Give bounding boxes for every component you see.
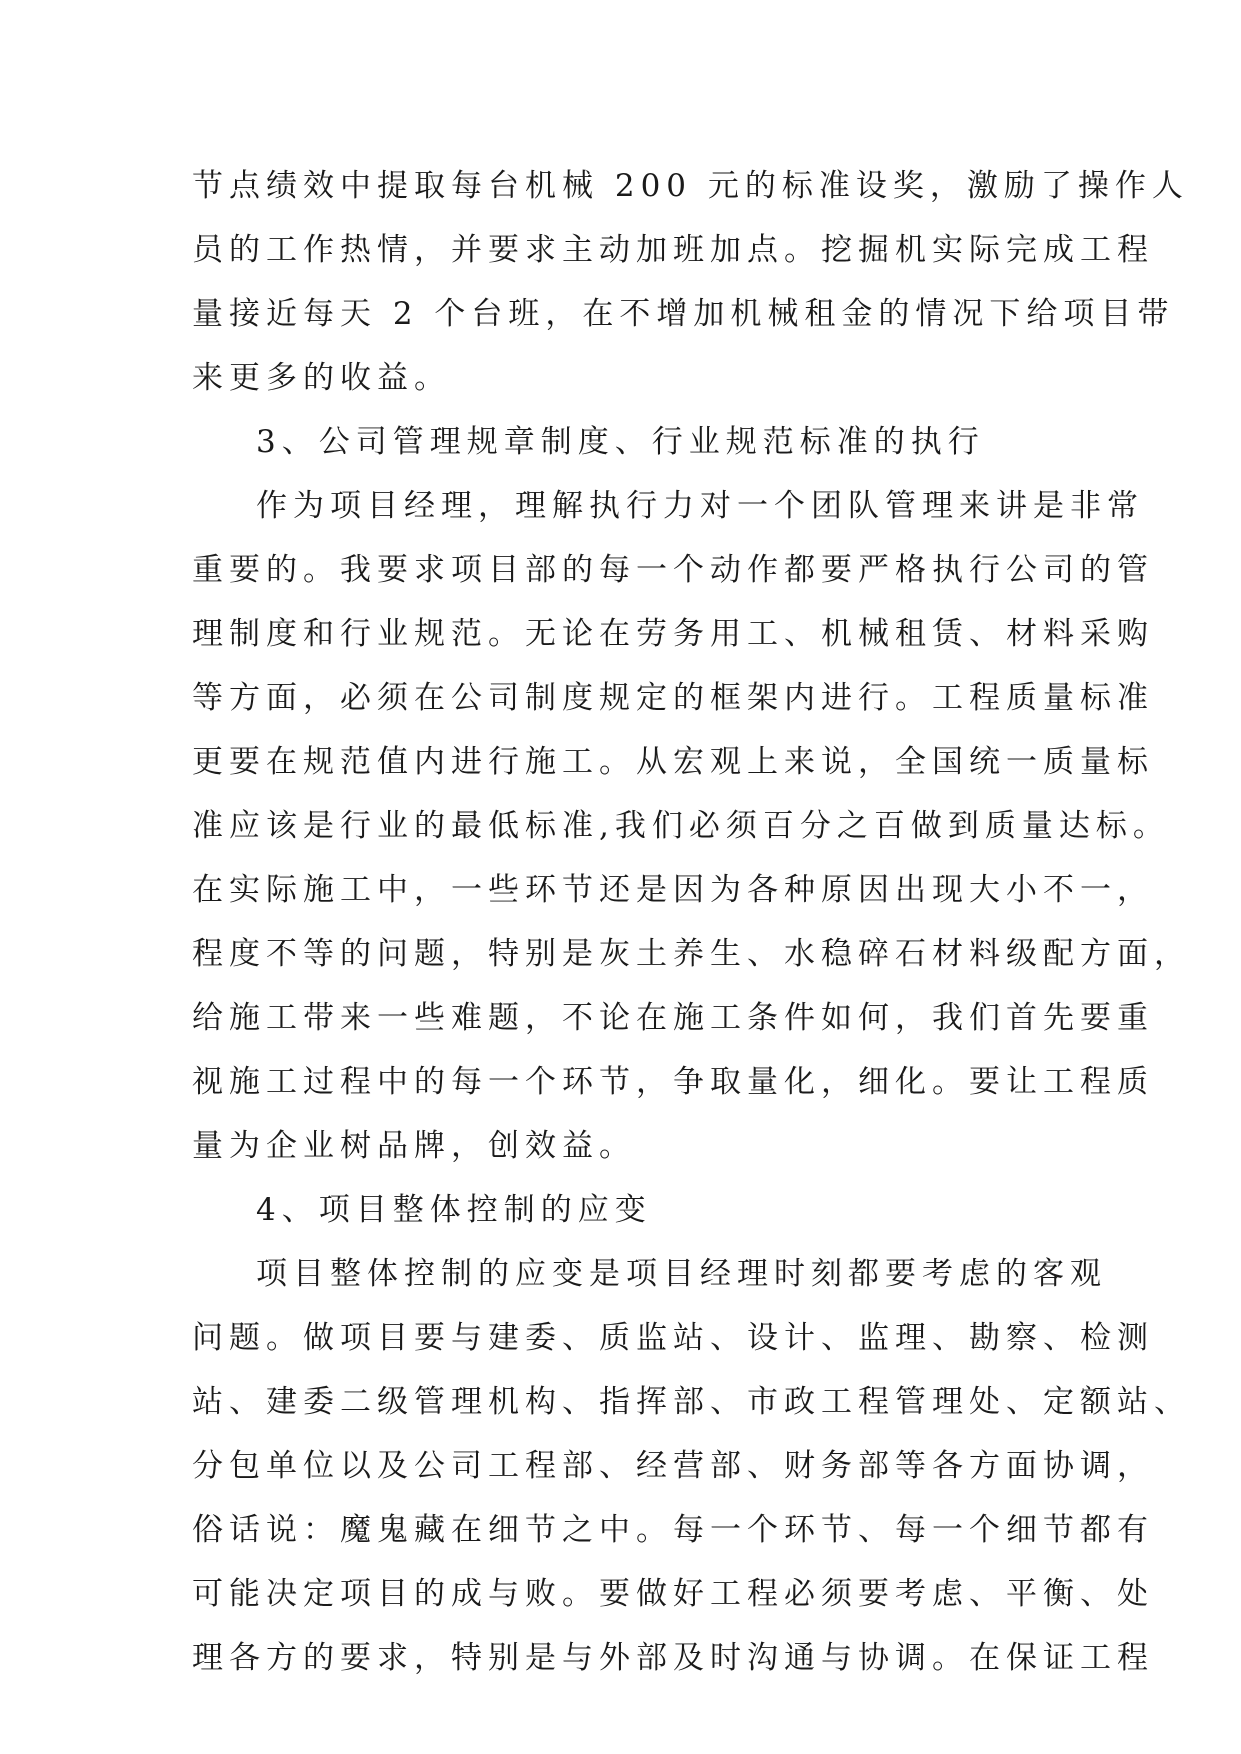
text-line: 准应该是行业的最低标准,我们必须百分之百做到质量达标。 bbox=[192, 808, 1170, 844]
text-line: 程度不等的问题，特别是灰土养生、水稳碎石材料级配方面， bbox=[192, 936, 1191, 972]
text-line: 等方面，必须在公司制度规定的框架内进行。工程质量标准 bbox=[192, 680, 1154, 716]
text-line: 员的工作热情，并要求主动加班加点。挖掘机实际完成工程 bbox=[192, 232, 1154, 268]
text-line: 可能决定项目的成与败。要做好工程必须要考虑、平衡、处 bbox=[192, 1576, 1154, 1612]
text-line: 理制度和行业规范。无论在劳务用工、机械租赁、材料采购 bbox=[192, 616, 1154, 652]
text-line: 分包单位以及公司工程部、经营部、财务部等各方面协调， bbox=[192, 1448, 1154, 1484]
text-line: 给施工带来一些难题，不论在施工条件如何，我们首先要重 bbox=[192, 1000, 1154, 1036]
text-line: 更要在规范值内进行施工。从宏观上来说，全国统一质量标 bbox=[192, 744, 1154, 780]
text-line: 节点绩效中提取每台机械 200 元的标准设奖，激励了操作人 bbox=[192, 168, 1189, 204]
section-heading: 4、项目整体控制的应变 bbox=[256, 1192, 652, 1228]
text-line: 重要的。我要求项目部的每一个动作都要严格执行公司的管 bbox=[192, 552, 1154, 588]
text-line: 视施工过程中的每一个环节，争取量化，细化。要让工程质 bbox=[192, 1064, 1154, 1100]
text-line: 在实际施工中，一些环节还是因为各种原因出现大小不一， bbox=[192, 872, 1154, 908]
text-line: 来更多的收益。 bbox=[192, 360, 451, 396]
text-line: 理各方的要求，特别是与外部及时沟通与协调。在保证工程 bbox=[192, 1640, 1154, 1676]
text-line: 量为企业树品牌，创效益。 bbox=[192, 1128, 636, 1164]
text-line: 问题。做项目要与建委、质监站、设计、监理、勘察、检测 bbox=[192, 1320, 1154, 1356]
text-line: 量接近每天 2 个台班，在不增加机械租金的情况下给项目带 bbox=[192, 296, 1175, 332]
section-heading: 3、公司管理规章制度、行业规范标准的执行 bbox=[256, 424, 985, 460]
text-line: 项目整体控制的应变是项目经理时刻都要考虑的客观 bbox=[256, 1256, 1107, 1292]
text-line: 作为项目经理，理解执行力对一个团队管理来讲是非常 bbox=[256, 488, 1144, 524]
text-line: 站、建委二级管理机构、指挥部、市政工程管理处、定额站、 bbox=[192, 1384, 1191, 1420]
text-line: 俗话说：魔鬼藏在细节之中。每一个环节、每一个细节都有 bbox=[192, 1512, 1154, 1548]
